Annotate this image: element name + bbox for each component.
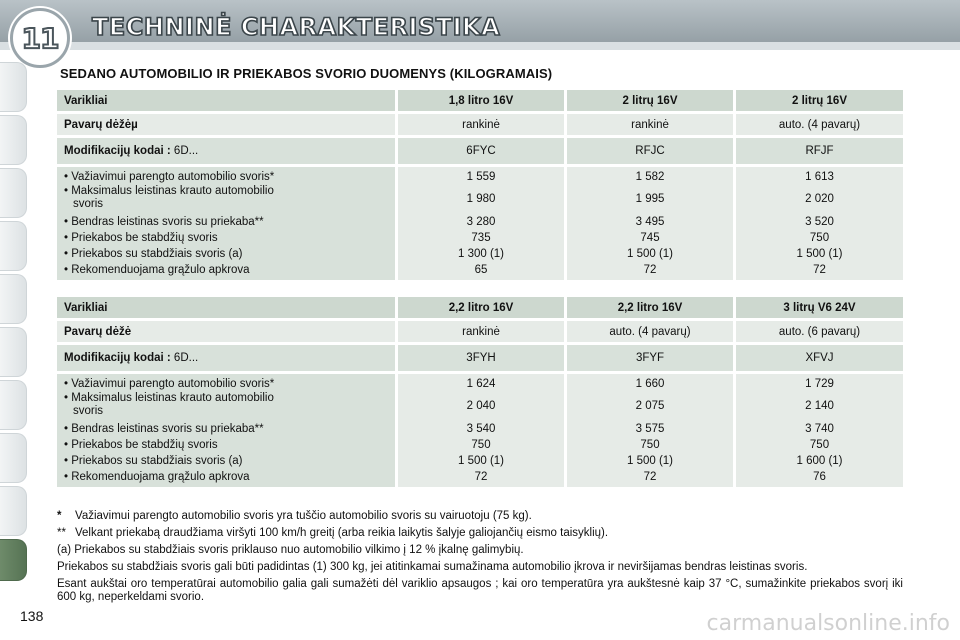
weight-value: 1 624 [466, 378, 496, 390]
chapter-tab[interactable] [0, 115, 27, 165]
gearbox-row [57, 114, 903, 138]
chapter-tab-active[interactable] [0, 539, 27, 581]
engine-cell: 1,8 litro 16V [395, 90, 564, 114]
header-stripe [0, 42, 960, 50]
weight-label [64, 185, 395, 214]
weight-label: • Priekabos su stabdžiais svoris (a) [64, 248, 243, 260]
weight-value: 1 600 (1) [796, 455, 843, 467]
engine-label: Varikliai [57, 297, 395, 321]
weights-column [733, 167, 903, 280]
weight-label-line: • Maksimalus leistinas krauto automobilio [64, 392, 274, 404]
mod-code-cell: 3FYF [564, 345, 733, 374]
engine-cell: 2,2 litro 16V [395, 297, 564, 321]
weights-column [564, 167, 733, 280]
engine-label: Varikliai [57, 90, 395, 114]
engine-cell: 2 litrų 16V [733, 90, 903, 114]
gearbox-row [57, 321, 903, 345]
chapter-tab[interactable] [0, 486, 27, 536]
gearbox-label: Pavarų dėžė [57, 321, 395, 345]
weight-label-line: • Maksimalus leistinas krauto automobilio [64, 185, 274, 197]
weight-value: 3 540 [466, 423, 496, 435]
weights-labels [57, 167, 395, 280]
weight-label: • Bendras leistinas svoris su priekaba** [64, 423, 264, 435]
weights-column [395, 374, 564, 487]
weight-value: 2 040 [466, 400, 496, 412]
weights-block [57, 374, 903, 487]
weight-value: 1 500 (1) [796, 248, 843, 260]
engine-cell: 2,2 litro 16V [564, 297, 733, 321]
weight-value: 3 495 [635, 216, 665, 228]
weight-value: 750 [471, 439, 491, 451]
weight-value: 2 140 [805, 400, 834, 412]
weight-label: • Bendras leistinas svoris su priekaba** [64, 216, 264, 228]
weight-value: 3 740 [805, 423, 834, 435]
footnote: Esant aukštai oro temperatūrai automobilio galia gali sumažėti dėl variklio apsaugos ; kai oro temperatūra yra aukštesnė kaip 37 °C, sumažinkite priekabos svorį iki 600 kg, neperkeldami svorio. [57, 578, 903, 603]
weight-value: 3 575 [635, 423, 665, 435]
mod-code-row [57, 138, 903, 167]
gearbox-cell: rankinė [395, 114, 564, 138]
footnote-text: Važiavimui parengto automobilio svoris yra tuščio automobilio svoris su vairuotoju (75 kg). [75, 510, 532, 522]
weights-column [395, 167, 564, 280]
weight-label: • Priekabos be stabdžių svoris [64, 439, 218, 451]
weight-value: 72 [813, 264, 826, 276]
mod-code-row [57, 345, 903, 374]
mod-code-cell: RFJC [564, 138, 733, 167]
weight-value: 2 075 [635, 400, 665, 412]
footnote [57, 527, 903, 540]
weight-value: 76 [813, 471, 826, 483]
weight-value: 1 729 [805, 378, 834, 390]
weight-value: 72 [643, 264, 657, 276]
footnote-text: Velkant priekabą draudžiama viršyti 100 km/h greitį (arba reikia laikytis šalyje galiojančių eismo taisyklių). [75, 527, 609, 539]
weight-value: 1 660 [635, 378, 665, 390]
weight-value: 1 500 (1) [457, 455, 505, 467]
gearbox-cell: rankinė [564, 114, 733, 138]
footnote: Priekabos su stabdžiais svoris gali būti padidintas (1) 300 kg, jei atitinkamai sumažinama automobilio įkrova ir neviršijamas bendras leistinas svoris. [57, 561, 808, 573]
mod-code-label: Modifikacijų kodai : [64, 352, 171, 364]
weight-label [64, 392, 395, 421]
chapter-tab[interactable] [0, 168, 27, 218]
mod-code-cell: 3FYH [395, 345, 564, 374]
mod-code-prefix: 6D... [173, 145, 199, 157]
chapter-title: TECHNINĖ CHARAKTERISTIKA [92, 13, 501, 41]
weight-value: 3 280 [466, 216, 496, 228]
mod-code-prefix: 6D... [173, 352, 199, 364]
weights-column [564, 374, 733, 487]
gearbox-label: Pavarų dėžėµ [57, 114, 395, 138]
mod-code-label-cell [57, 138, 395, 167]
weight-label: • Priekabos su stabdžiais svoris (a) [64, 455, 243, 467]
weight-label: • Priekabos be stabdžių svoris [64, 232, 218, 244]
weight-value: 2 020 [805, 193, 834, 205]
gearbox-cell: auto. (4 pavarų) [564, 321, 733, 345]
chapter-tabs [0, 62, 30, 584]
weight-value: 3 520 [805, 216, 834, 228]
gearbox-cell: auto. (4 pavarų) [733, 114, 903, 138]
weight-value: 1 300 (1) [457, 248, 505, 260]
chapter-tab[interactable] [0, 380, 27, 430]
weight-value: 750 [809, 232, 830, 244]
weight-label-line: svoris [73, 198, 104, 210]
watermark: carmanualsonline.info [706, 611, 950, 636]
weight-value: 745 [640, 232, 660, 244]
chapter-tab[interactable] [0, 62, 27, 112]
mod-code-label-cell [57, 345, 395, 374]
weight-value: 1 613 [805, 171, 834, 183]
weight-value: 1 500 (1) [626, 248, 674, 260]
weight-value: 735 [471, 232, 491, 244]
weight-value: 1 980 [466, 193, 496, 205]
weight-label: • Rekomenduojama grąžulo apkrova [64, 471, 250, 483]
weight-value: 72 [474, 471, 488, 483]
footnote-mark: * [57, 510, 62, 522]
weight-value: 1 995 [635, 193, 665, 205]
engine-cell: 2 litrų 16V [564, 90, 733, 114]
weight-value: 750 [809, 439, 830, 451]
mod-code-label: Modifikacijų kodai : [64, 145, 171, 157]
footnotes [57, 510, 903, 608]
weight-label: • Važiavimui parengto automobilio svoris* [64, 378, 275, 390]
chapter-tab[interactable] [0, 327, 27, 377]
weights-table-1 [57, 90, 903, 280]
gearbox-cell: rankinė [395, 321, 564, 345]
weight-value: 1 500 (1) [626, 455, 674, 467]
mod-code-cell: XFVJ [733, 345, 903, 374]
gearbox-cell: auto. (6 pavarų) [733, 321, 903, 345]
engine-cell: 3 litrų V6 24V [733, 297, 903, 321]
weights-column [733, 374, 903, 487]
engine-row [57, 90, 903, 114]
weight-value: 1 582 [635, 171, 665, 183]
mod-code-cell: RFJF [733, 138, 903, 167]
weight-label-line: svoris [73, 405, 104, 417]
chapter-tab[interactable] [0, 274, 27, 324]
weight-value: 65 [474, 264, 488, 276]
weights-block [57, 167, 903, 280]
section-title: SEDANO AUTOMOBILIO IR PRIEKABOS SVORIO DUOMENYS (KILOGRAMAIS) [60, 66, 553, 81]
engine-row [57, 297, 903, 321]
weight-label: • Važiavimui parengto automobilio svoris* [64, 171, 275, 183]
footnote [57, 510, 903, 523]
weight-value: 750 [640, 439, 660, 451]
weights-table-2 [57, 297, 903, 487]
chapter-badge [10, 8, 70, 68]
footnote-mark: ** [57, 527, 66, 539]
chapter-number: 11 [21, 21, 59, 55]
weight-label: • Rekomenduojama grąžulo apkrova [64, 264, 250, 276]
footnote: (a) Priekabos su stabdžiais svoris priklauso nuo automobilio vilkimo į 12 % įkalnę galimybių. [57, 544, 524, 556]
chapter-tab[interactable] [0, 221, 27, 271]
page-number: 138 [20, 608, 44, 624]
mod-code-cell: 6FYC [395, 138, 564, 167]
weights-labels [57, 374, 395, 487]
weight-value: 1 559 [466, 171, 496, 183]
weight-value: 72 [643, 471, 657, 483]
chapter-tab[interactable] [0, 433, 27, 483]
